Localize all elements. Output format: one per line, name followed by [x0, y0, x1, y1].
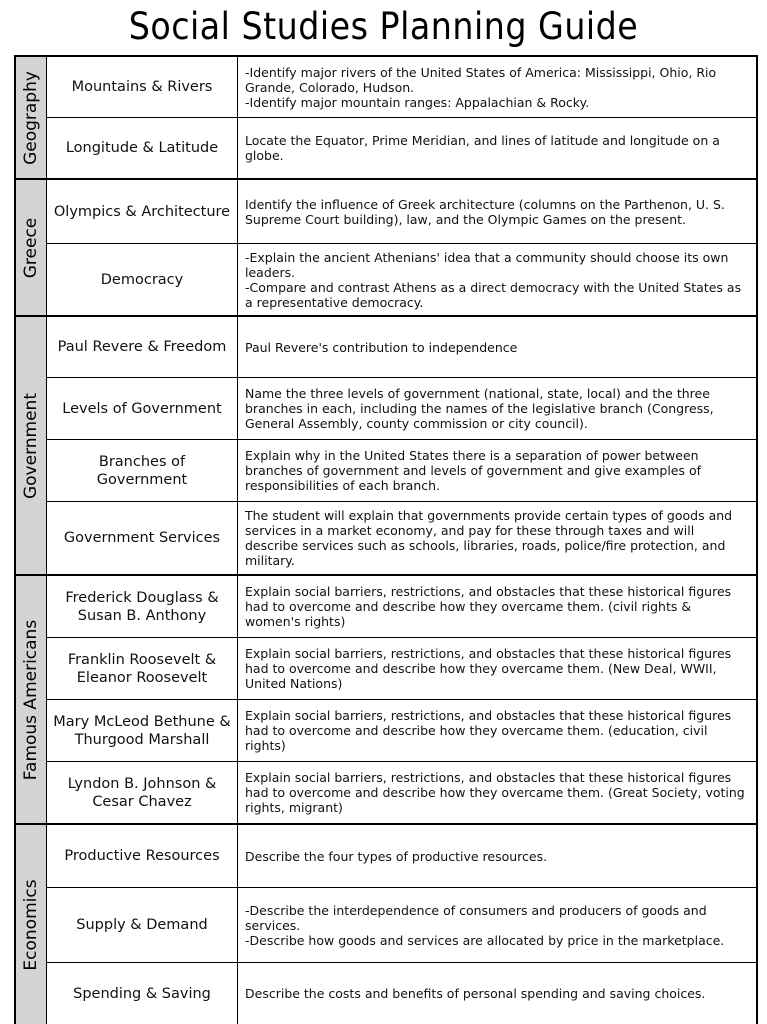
topic-cell: Productive Resources [47, 825, 238, 887]
description-cell [238, 888, 756, 962]
description-text: Paul Revere's contribution to independence [245, 339, 518, 355]
description-cell [238, 317, 756, 377]
topic-cell: Franklin Roosevelt & Eleanor Roosevelt [47, 638, 238, 699]
planning-table [14, 55, 758, 1024]
section-economics [16, 825, 756, 1024]
section-greece [16, 180, 756, 317]
topic-cell: Mountains & Rivers [47, 57, 238, 117]
description-cell [238, 825, 756, 887]
topic-cell: Government Services [47, 502, 238, 574]
description-cell [238, 244, 756, 315]
section-famous-americans [16, 576, 756, 825]
description-text: Name the three levels of government (national, state, local) and the three branches in each, including the names of the legislative branch (Congress, General Assembly, county commission or city council). [245, 386, 714, 431]
topic-cell: Mary McLeod Bethune & Thurgood Marshall [47, 700, 238, 761]
description-text: Describe the costs and benefits of personal spending and saving choices. [245, 986, 706, 1001]
section-label: Greece [21, 217, 41, 278]
description-cell [238, 700, 756, 761]
table-row [47, 962, 756, 1024]
table-row [47, 180, 756, 243]
section-government [16, 317, 756, 576]
description-cell [238, 118, 756, 178]
description-text: -Explain the ancient Athenians' idea that a community should choose its own leaders. -Compare and contrast Athens as a direct democracy with the United States as a representative democracy. [245, 249, 742, 310]
description-cell [238, 576, 756, 637]
description-cell [238, 57, 756, 117]
description-text: Describe the four types of productive resources. [245, 848, 548, 864]
topic-cell: Levels of Government [47, 378, 238, 439]
section-label: Economics [21, 878, 41, 971]
topic-cell: Spending & Saving [47, 963, 238, 1024]
page-title: Social Studies Planning Guide [128, 5, 639, 48]
table-row [47, 243, 756, 315]
table-row [47, 57, 756, 117]
description-text: Identify the influence of Greek architecture (columns on the Parthenon, U. S. Supreme Court building), law, and the Olympic Games on the present. [245, 196, 725, 227]
description-text: Explain social barriers, restrictions, and obstacles that these historical figures had to overcome and describe how they overcame them. (education, civil rights) [245, 708, 732, 753]
topic-cell: Paul Revere & Freedom [47, 317, 238, 377]
section-label-band [16, 576, 47, 823]
description-cell [238, 180, 756, 243]
table-row [47, 637, 756, 699]
section-label-band [16, 180, 47, 315]
topic-cell: Olympics & Architecture [47, 180, 238, 243]
description-text: Locate the Equator, Prime Meridian, and lines of latitude and longitude on a globe. [245, 133, 720, 163]
table-row [47, 439, 756, 501]
topic-cell: Democracy [47, 244, 238, 315]
topic-cell: Supply & Demand [47, 888, 238, 962]
table-row [47, 117, 756, 178]
topic-cell: Longitude & Latitude [47, 118, 238, 178]
section-label: Famous Americans [21, 619, 41, 780]
topic-cell: Frederick Douglass & Susan B. Anthony [47, 576, 238, 637]
section-geography [16, 57, 756, 180]
table-row [47, 699, 756, 761]
description-text: Explain social barriers, restrictions, and obstacles that these historical figures had to overcome and describe how they overcame them. (civil rights & women's rights) [245, 584, 732, 629]
table-row [47, 576, 756, 637]
description-text: -Describe the interdependence of consumers and producers of goods and services. -Describe how goods and services are allocated by price in the marketplace. [245, 902, 725, 948]
table-row [47, 501, 756, 574]
table-row [47, 761, 756, 823]
section-label: Geography [21, 70, 41, 165]
description-text: Explain social barriers, restrictions, and obstacles that these historical figures had to overcome and describe how they overcame them. (Great Society, voting rights, migrant) [245, 770, 745, 815]
description-cell [238, 440, 756, 501]
table-row [47, 317, 756, 377]
description-cell [238, 502, 756, 574]
description-text: -Identify major rivers of the United States of America: Mississippi, Ohio, Rio Grande, Colorado, Hudson. -Identify major mountain ranges: Appalachian & Rocky. [245, 64, 717, 110]
description-text: Explain social barriers, restrictions, and obstacles that these historical figures had to overcome and describe how they overcame them. (New Deal, WWII, United Nations) [245, 646, 732, 691]
section-label-band [16, 825, 47, 1024]
description-text: Explain why in the United States there is a separation of power between branches of government and levels of government and give examples of responsibilities of each branch. [245, 448, 702, 493]
description-text: The student will explain that governments provide certain types of goods and services in a market economy, and pay for these through taxes and will describe services such as schools, libraries, roads, police/fire protection, and military. [245, 508, 733, 568]
description-cell [238, 638, 756, 699]
description-cell [238, 378, 756, 439]
section-label-band [16, 317, 47, 574]
description-cell [238, 963, 756, 1024]
table-row [47, 825, 756, 887]
table-row [47, 377, 756, 439]
topic-cell: Lyndon B. Johnson & Cesar Chavez [47, 762, 238, 823]
table-row [47, 887, 756, 962]
section-label: Government [21, 392, 41, 499]
section-label-band [16, 57, 47, 178]
description-cell [238, 762, 756, 823]
topic-cell: Branches of Government [47, 440, 238, 501]
